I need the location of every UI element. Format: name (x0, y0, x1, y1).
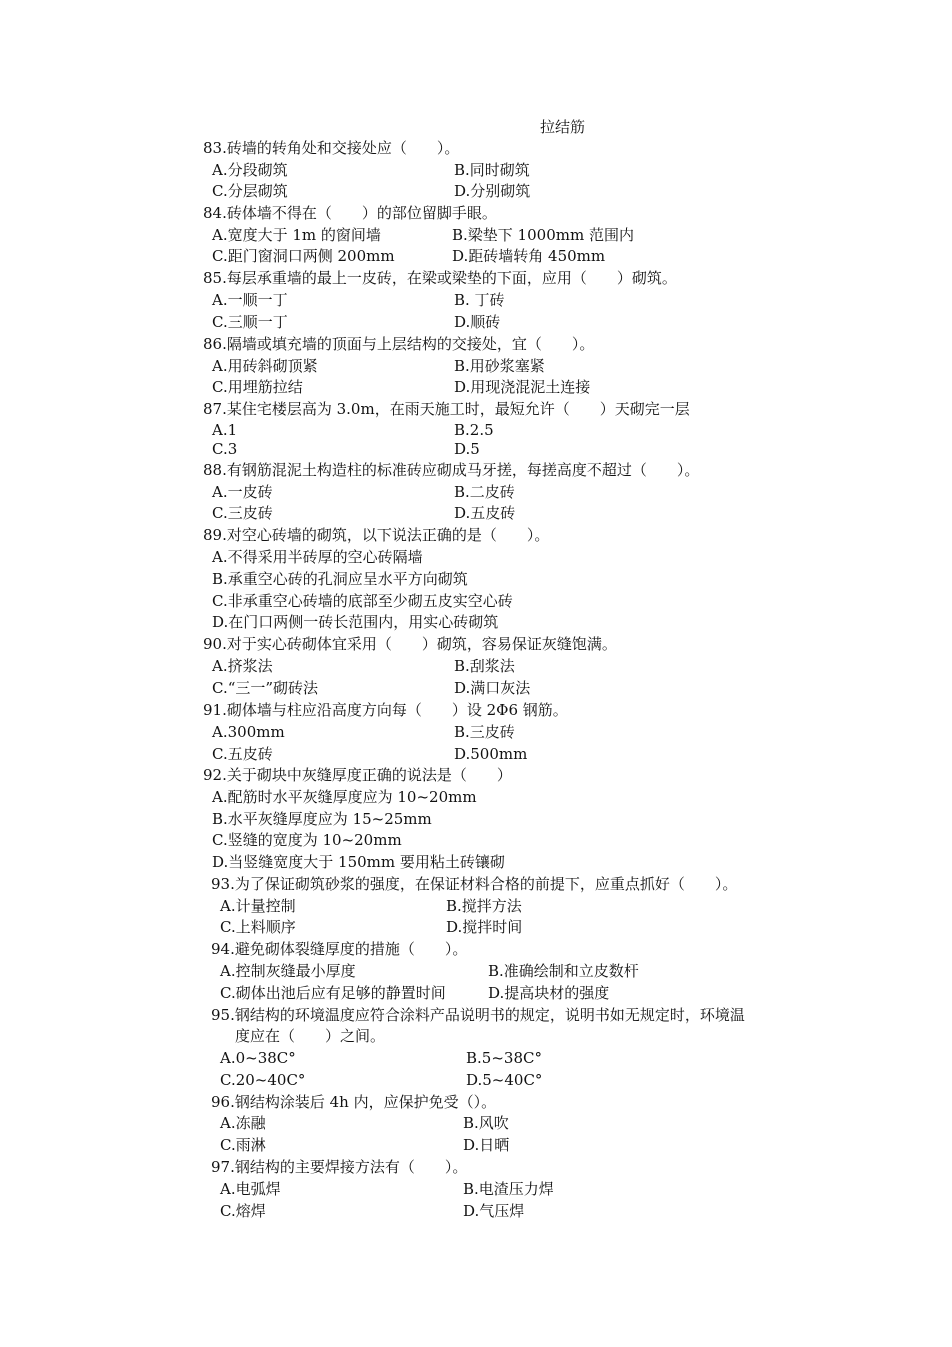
question-91-option-a: A.300mm (212, 723, 285, 741)
question-95-option-c: C.20~40C° (220, 1071, 306, 1089)
question-89-stem: 89.对空心砖墙的砌筑，以下说法正确的是（ ）。 (203, 526, 550, 544)
question-87-option-c: C.3 (212, 440, 238, 458)
question-94-option-b: B.准确绘制和立皮数杆 (488, 962, 639, 980)
question-90-option-b: B.刮浆法 (454, 657, 515, 675)
question-88-option-a: A.一皮砖 (212, 483, 273, 501)
question-83-option-c: C.分层砌筑 (212, 182, 288, 200)
question-96-option-c: C.雨淋 (220, 1136, 266, 1154)
page-header: 拉结筋 (540, 118, 586, 136)
question-94-option-c: C.砌体出池后应有足够的静置时间 (220, 984, 446, 1002)
question-90-option-d: D.满口灰法 (454, 679, 531, 697)
question-88-option-d: D.五皮砖 (454, 504, 516, 522)
question-84-option-b: B.梁垫下 1000mm 范围内 (452, 226, 634, 244)
question-86-option-a: A.用砖斜砌顶紧 (212, 357, 318, 375)
question-85-option-b: B. 丁砖 (454, 291, 505, 309)
question-92-option-a: A.配筋时水平灰缝厚度应为 10~20mm (212, 788, 477, 806)
question-95-option-b: B.5~38C° (466, 1049, 542, 1067)
question-90-option-a: A.挤浆法 (212, 657, 273, 675)
question-96-stem: 96.钢结构涂装后 4h 内，应保护免受（）。 (211, 1093, 497, 1111)
question-96-option-b: B.风吹 (463, 1114, 509, 1132)
question-93-option-d: D.搅拌时间 (446, 918, 523, 936)
question-95-option-a: A.0~38C° (220, 1049, 296, 1067)
question-89-option-d: D.在门口两侧一砖长范围内，用实心砖砌筑 (212, 613, 499, 631)
question-90-option-c: C.“三一”砌砖法 (212, 679, 319, 697)
question-83-option-b: B.同时砌筑 (454, 161, 530, 179)
question-87-stem: 87.某住宅楼层高为 3.0m，在雨天施工时，最短允许（ ）天砌完一层 (203, 400, 690, 418)
question-97-option-a: A.电弧焊 (220, 1180, 281, 1198)
question-84-option-d: D.距砖墙转角 450mm (452, 247, 606, 265)
question-92-option-c: C.竖缝的宽度为 10~20mm (212, 831, 402, 849)
question-88-option-c: C.三皮砖 (212, 504, 273, 522)
question-93-option-b: B.搅拌方法 (446, 897, 522, 915)
question-90-stem: 90.对于实心砖砌体宜采用（ ）砌筑，容易保证灰缝饱满。 (203, 635, 617, 653)
question-91-stem: 91.砌体墙与柱应沿高度方向每（ ）设 2Φ6 钢筋。 (203, 701, 568, 719)
question-97-stem: 97.钢结构的主要焊接方法有（ ）。 (211, 1158, 468, 1176)
question-84-stem: 84.砖体墙不得在（ ）的部位留脚手眼。 (203, 204, 497, 222)
question-92-option-b: B.水平灰缝厚度应为 15~25mm (212, 810, 432, 828)
question-86-option-d: D.用现浇混泥土连接 (454, 378, 591, 396)
question-86-stem: 86.隔墙或填充墙的顶面与上层结构的交接处，宜（ ）。 (203, 335, 595, 353)
question-87-option-b: B.2.5 (454, 421, 494, 439)
question-94-option-a: A.控制灰缝最小厚度 (220, 962, 356, 980)
question-85-option-a: A.一顺一丁 (212, 291, 288, 309)
question-83-option-d: D.分别砌筑 (454, 182, 531, 200)
question-89-option-b: B.承重空心砖的孔洞应呈水平方向砌筑 (212, 570, 468, 588)
question-83-stem: 83.砖墙的转角处和交接处应（ ）。 (203, 139, 460, 157)
question-87-option-a: A.1 (212, 421, 238, 439)
question-89-option-a: A.不得采用半砖厚的空心砖隔墙 (212, 548, 423, 566)
question-86-option-c: C.用埋筋拉结 (212, 378, 303, 396)
question-94-stem: 94.避免砌体裂缝厚度的措施（ ）。 (211, 940, 468, 958)
question-88-option-b: B.二皮砖 (454, 483, 515, 501)
question-91-option-d: D.500mm (454, 745, 528, 763)
question-96-option-d: D.日晒 (463, 1136, 510, 1154)
question-91-option-b: B.三皮砖 (454, 723, 515, 741)
question-86-option-b: B.用砂浆塞紧 (454, 357, 545, 375)
question-93-option-a: A.计量控制 (220, 897, 296, 915)
question-93-stem: 93.为了保证砌筑砂浆的强度，在保证材料合格的前提下，应重点抓好（ ）。 (211, 875, 738, 893)
question-95-stem: 95.钢结构的环境温度应符合涂料产品说明书的规定，说明书如无规定时，环境温 (211, 1006, 745, 1024)
question-95-stem-continuation: 度应在（ ）之间。 (235, 1027, 386, 1045)
question-97-option-c: C.熔焊 (220, 1202, 266, 1220)
question-85-option-c: C.三顺一丁 (212, 313, 288, 331)
question-94-option-d: D.提高块材的强度 (488, 984, 610, 1002)
question-96-option-a: A.冻融 (220, 1114, 266, 1132)
question-84-option-c: C.距门窗洞口两侧 200mm (212, 247, 395, 265)
question-91-option-c: C.五皮砖 (212, 745, 273, 763)
question-85-stem: 85.每层承重墙的最上一皮砖，在梁或梁垫的下面，应用（ ）砌筑。 (203, 269, 677, 287)
question-93-option-c: C.上料顺序 (220, 918, 296, 936)
question-92-option-d: D.当竖缝宽度大于 150mm 要用粘土砖镶砌 (212, 853, 505, 871)
question-92-stem: 92.关于砌块中灰缝厚度正确的说法是（ ） (203, 766, 512, 784)
question-95-option-d: D.5~40C° (466, 1071, 543, 1089)
question-97-option-b: B.电渣压力焊 (463, 1180, 554, 1198)
question-89-option-c: C.非承重空心砖墙的底部至少砌五皮实空心砖 (212, 592, 513, 610)
question-85-option-d: D.顺砖 (454, 313, 501, 331)
question-84-option-a: A.宽度大于 1m 的窗间墙 (212, 226, 381, 244)
question-83-option-a: A.分段砌筑 (212, 161, 288, 179)
question-88-stem: 88.有钢筋混泥土构造柱的标准砖应砌成马牙搓，每搓高度不超过（ ）。 (203, 461, 700, 479)
question-97-option-d: D.气压焊 (463, 1202, 525, 1220)
question-87-option-d: D.5 (454, 440, 480, 458)
